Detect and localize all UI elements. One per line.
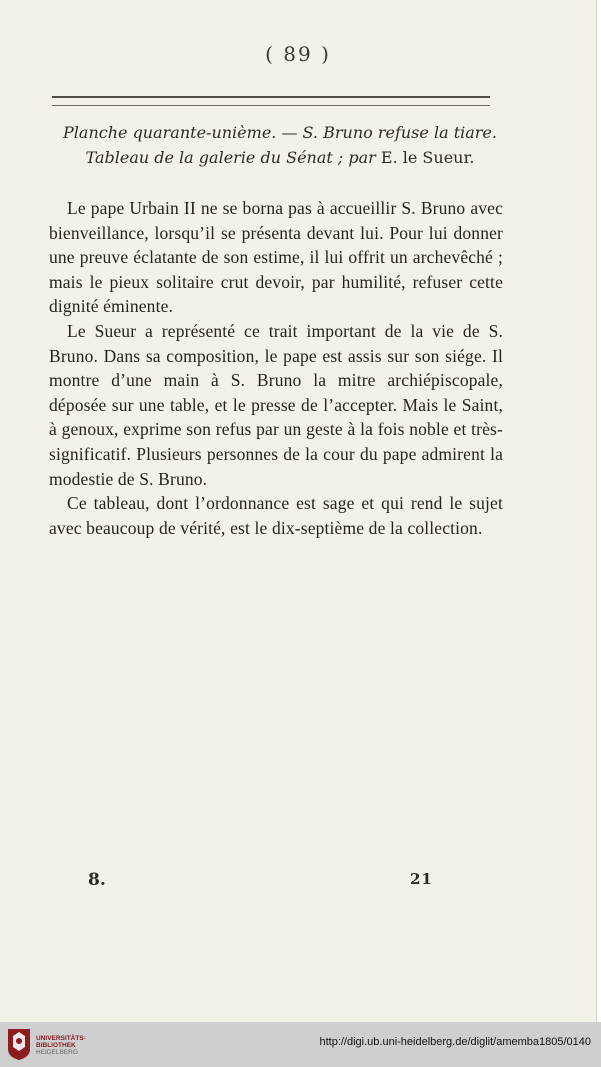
paragraph-2: Le Sueur a représenté ce trait important de la vie de S. Bruno. Dans sa composition, le pape est assis sur son siége. Il montre d’une main à S. Bruno la mitre archiépiscopale, déposée sur une table, et le presse de l’accepter. Mais le Saint, à genoux, exprime son refus par un geste à la fois noble et très-significatif. Plusieurs personnes de la cour du pape admirent la modestie de S. Bruno. — [49, 320, 503, 489]
paragraph-3: Ce tableau, dont l’ordonnance est sage et qui rend le sujet avec beaucoup de vérité, est le dix-septième de la collection. — [49, 493, 503, 538]
logo-line-3: HEIDELBERG — [36, 1049, 78, 1056]
university-seal-icon — [6, 1027, 32, 1061]
logo-line-1: UNIVERSITÄTS- — [36, 1035, 86, 1042]
logo-line-2: BIBLIOTHEK — [36, 1042, 76, 1049]
viewer-footer — [0, 1022, 601, 1067]
paragraph-1: Le pape Urbain II ne se borna pas à accueillir S. Bruno avec bienveillance, lorsqu’il se présenta devant lui. Pour lui donner une preuve éclatante de son estime, il lui offrit un archevêché ; mais le pieux solitaire crut devoir, par humilité, refuser cette dignité éminente. — [49, 198, 503, 317]
body-text — [49, 196, 503, 540]
permalink-url[interactable]: http://digi.ub.uni-heidelberg.de/diglit/amemba1805/0140 — [319, 1036, 591, 1048]
caption-line-2 — [45, 145, 515, 170]
page-number: ( 89 ) — [265, 42, 331, 66]
caption-line-2-italic: Tableau de la galerie du Sénat ; par — [85, 148, 381, 167]
plate-caption — [45, 120, 515, 170]
signature-mark-left: 8. — [88, 870, 106, 890]
library-logo-text — [36, 1035, 86, 1056]
header-rule — [52, 96, 490, 106]
signature-mark-right: 21 — [410, 870, 433, 888]
caption-line-1: Planche quarante-unième. — S. Bruno refuse la tiare. — [63, 123, 497, 142]
caption-line-2-artist: E. le Sueur. — [380, 148, 475, 167]
